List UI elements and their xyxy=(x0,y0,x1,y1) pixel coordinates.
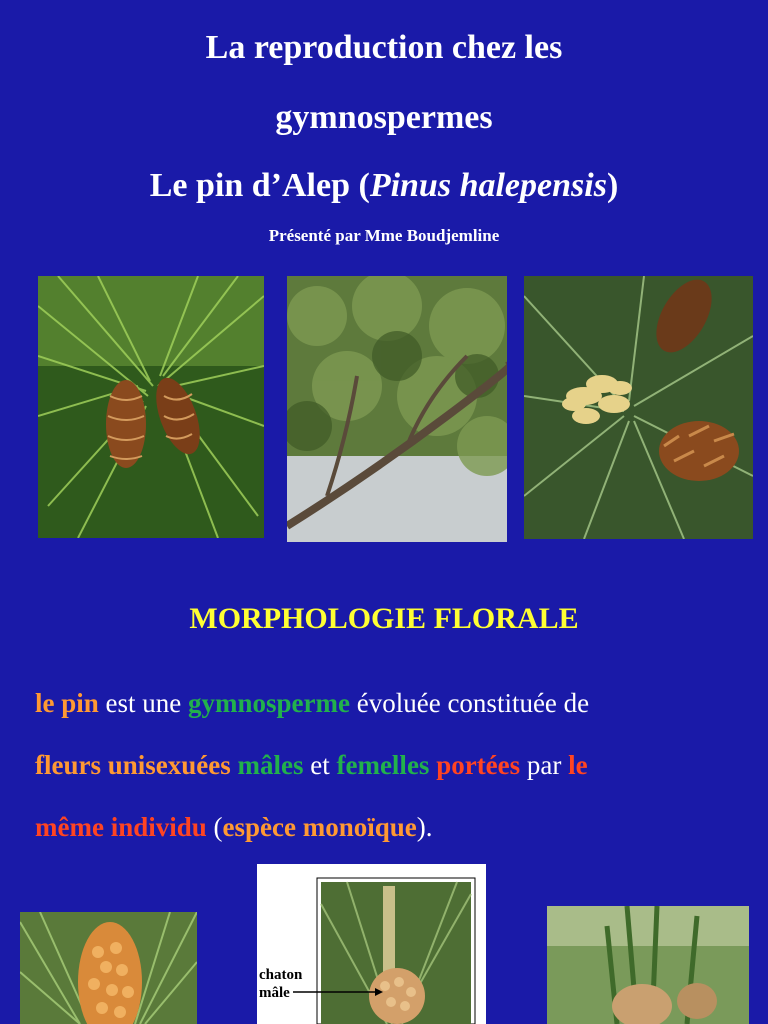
paragraph-line-1 xyxy=(35,672,745,734)
description-paragraph xyxy=(35,672,745,858)
title-line-1: La reproduction chez les xyxy=(205,29,563,66)
term-le-pin: le pin xyxy=(35,688,99,718)
male-cones-closeup-photo xyxy=(20,912,197,1024)
text-close-paren: ). xyxy=(416,812,433,842)
title-line-3 xyxy=(0,166,768,206)
term-fleurs-unisexuees: fleurs unisexuées xyxy=(35,750,231,780)
term-espece-monoique: espèce monoïque xyxy=(222,812,417,842)
title-line-2: gymnospermes xyxy=(275,99,493,136)
female-cone-shoots-photo xyxy=(547,906,749,1024)
chaton-label-line-1: chaton xyxy=(259,967,303,983)
chaton-label-line-2: mâle xyxy=(259,985,290,1001)
chaton-male-label xyxy=(259,966,302,1002)
pine-cones-branch-photo xyxy=(38,276,264,538)
title-line-3-suffix: ) xyxy=(606,167,619,204)
paragraph-line-2 xyxy=(35,734,745,796)
term-males: mâles xyxy=(237,750,304,780)
term-femelles: femelles xyxy=(336,750,430,780)
text-par: par xyxy=(520,750,569,780)
text-open-paren: ( xyxy=(206,812,223,842)
term-meme-individu: même individu xyxy=(35,812,207,842)
text-et: et xyxy=(303,750,337,780)
text-est-une: est une xyxy=(98,688,189,718)
presenter-line: Présenté par Mme Boudjemline xyxy=(268,226,500,245)
term-le: le xyxy=(568,750,588,780)
term-gymnosperme: gymnosperme xyxy=(188,688,350,718)
male-cones-and-pine-cone-photo xyxy=(524,276,753,539)
title-line-3-prefix: Le pin d’Alep ( xyxy=(149,167,370,204)
text-space-1 xyxy=(231,750,238,780)
term-portees: portées xyxy=(436,750,521,780)
section-title: MORPHOLOGIE FLORALE xyxy=(189,602,579,635)
text-evoluee: évoluée constituée de xyxy=(350,688,590,718)
pine-tree-branches-photo xyxy=(287,276,507,542)
species-name: Pinus halepensis xyxy=(369,167,607,204)
paragraph-line-3 xyxy=(35,796,745,858)
